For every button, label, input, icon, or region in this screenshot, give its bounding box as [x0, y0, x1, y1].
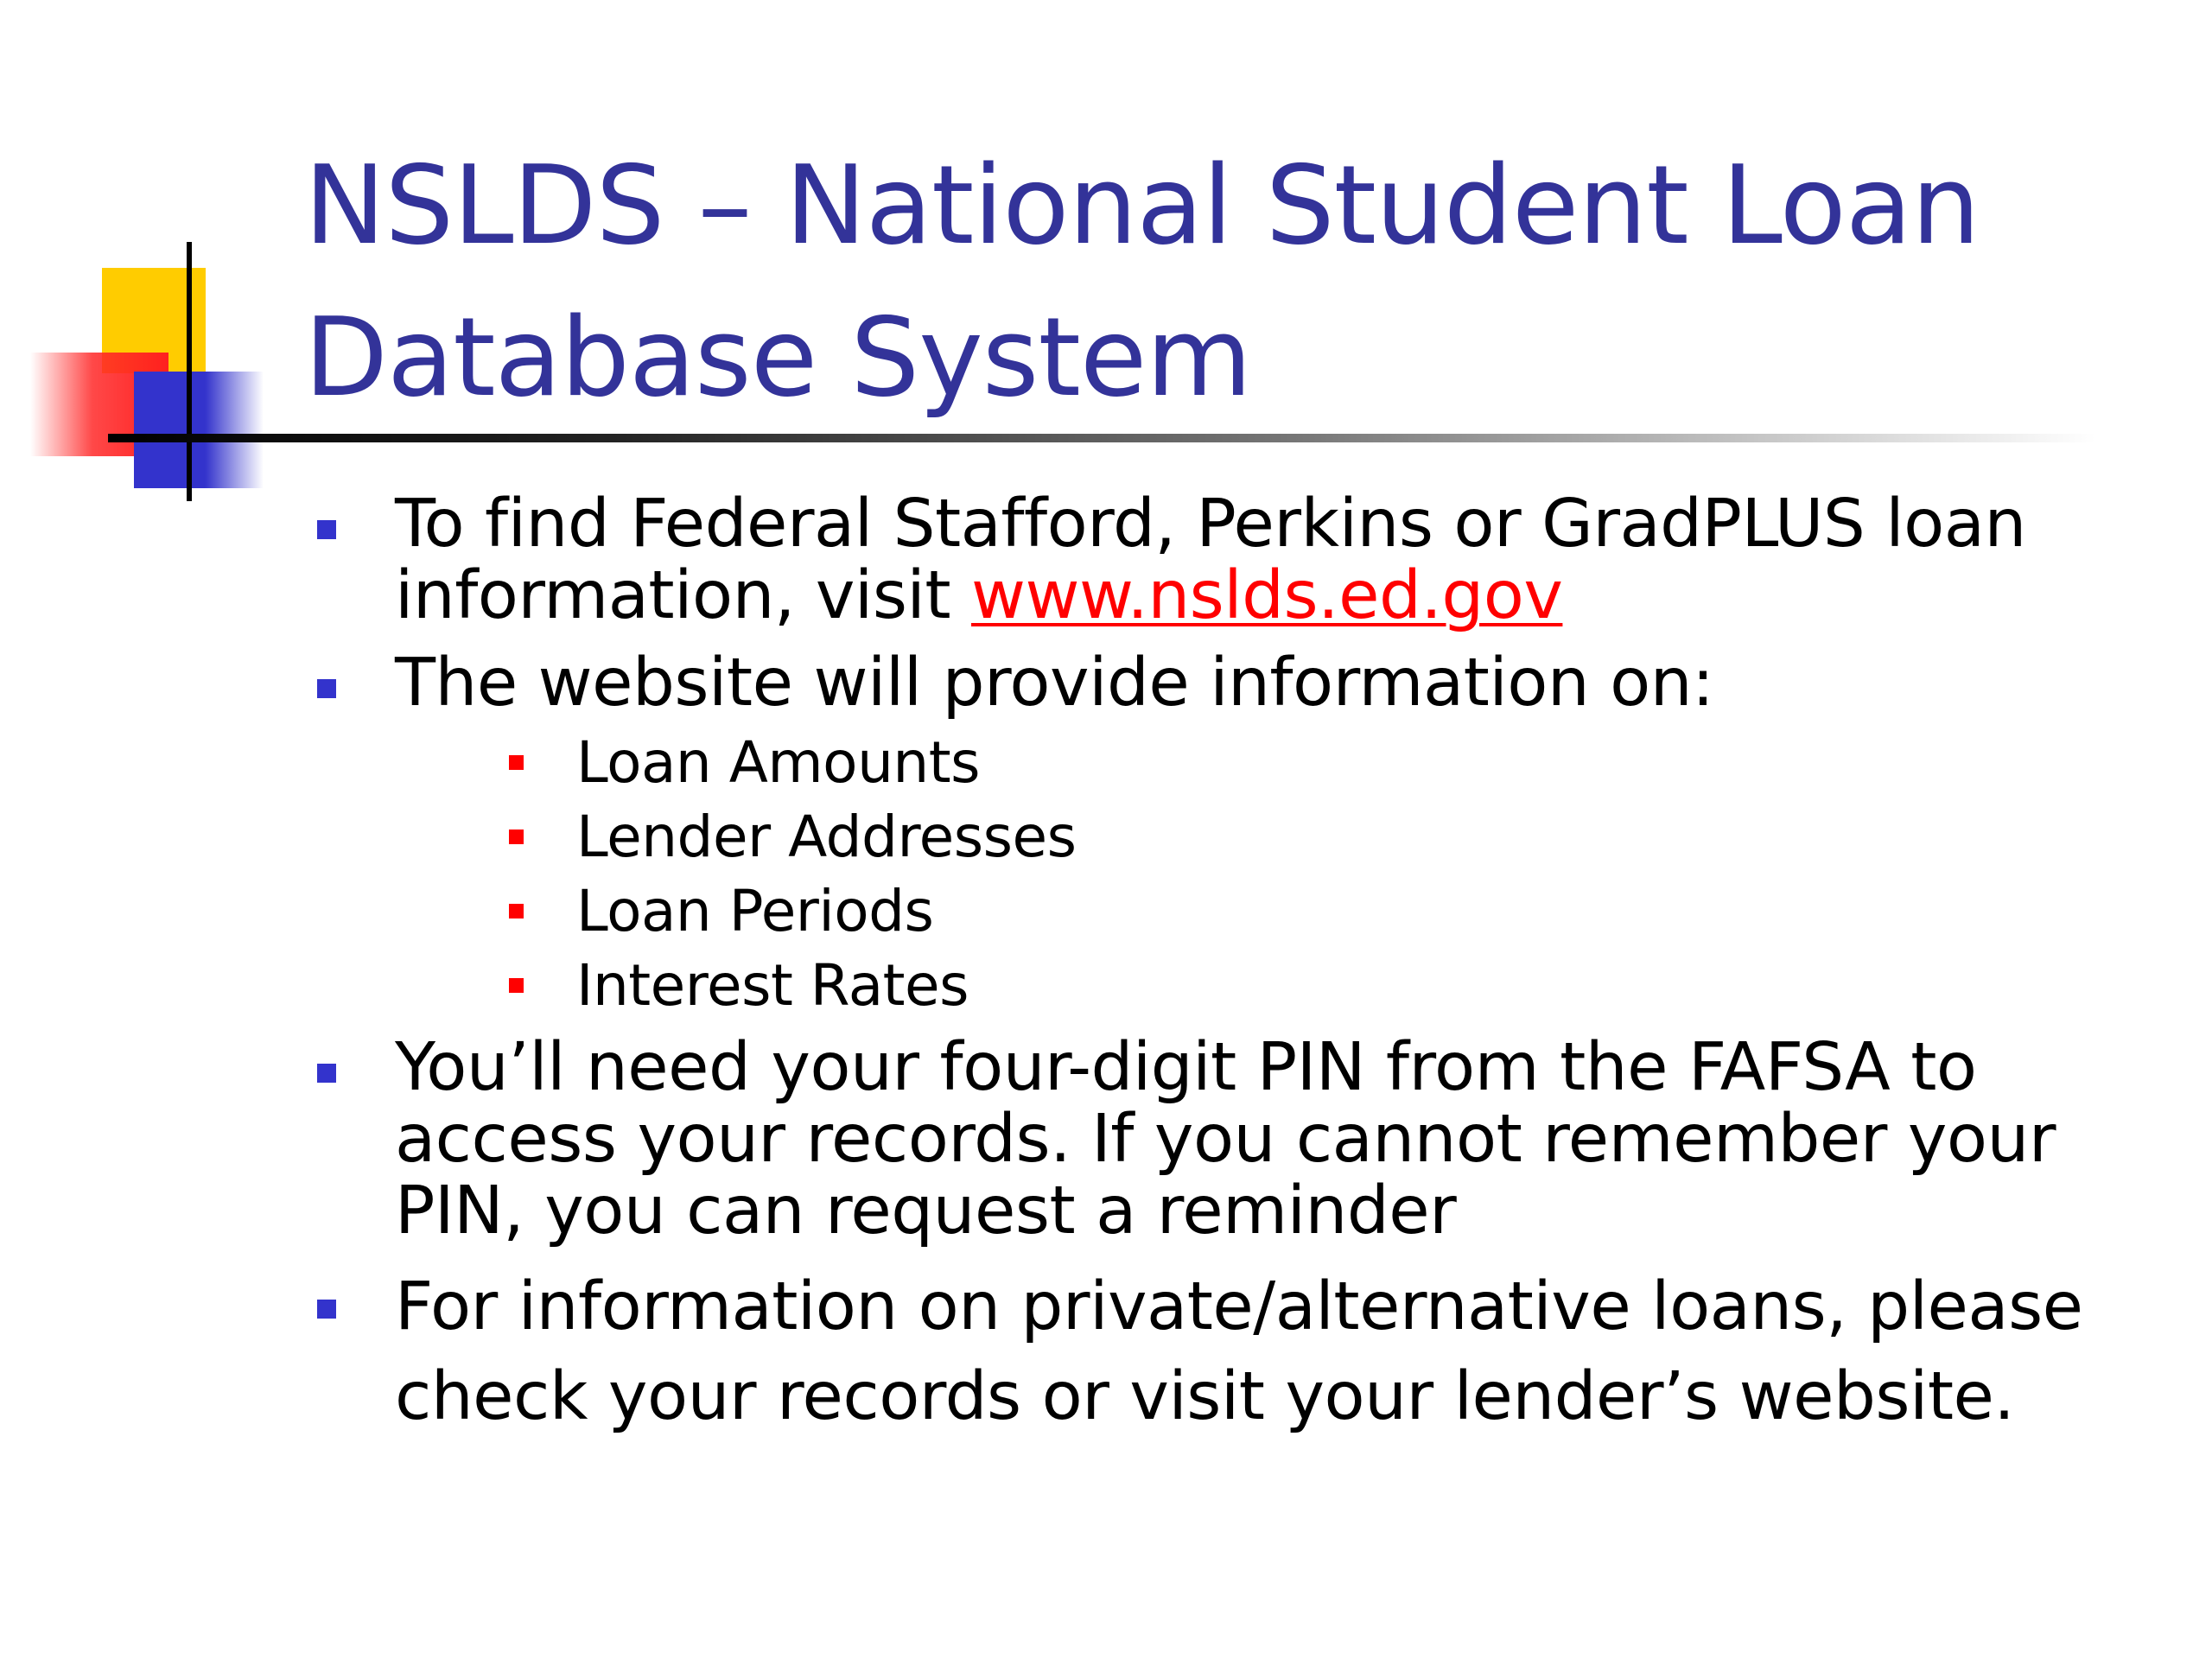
red-square-bullet-icon	[509, 978, 524, 993]
slide-title-line-1: NSLDS – National Student Loan	[304, 142, 1980, 269]
bullet-item-pin	[311, 1029, 2169, 1249]
bullet-text: You’ll need your four-digit PIN from the FAFSA to access your records. If you cannot remember your PIN, you can request a reminder	[395, 1029, 2056, 1249]
bullet-text: For information on private/alternative loans, please check your records or visit your lender’s website.	[395, 1268, 2083, 1435]
bullet-item-website-info	[311, 647, 2169, 1023]
slide-title-line-2: Database System	[304, 294, 1252, 421]
sub-bullet-item	[395, 949, 2169, 1023]
bullet-item-find-loans	[311, 488, 2169, 632]
sub-bullet-list	[395, 726, 2169, 1023]
red-square-bullet-icon	[509, 755, 524, 770]
sub-bullet-text: Loan Amounts	[576, 729, 980, 796]
bullet-text: The website will provide information on:	[395, 645, 1714, 721]
bullet-text	[395, 488, 2169, 632]
red-square-bullet-icon	[509, 830, 524, 844]
decorative-vertical-line	[187, 242, 192, 501]
bullet-text-before-link: To find Federal Stafford, Perkins or GradPLUS loan information, visit	[395, 486, 2026, 634]
red-square-bullet-icon	[509, 904, 524, 918]
sub-bullet-item	[395, 800, 2169, 874]
sub-bullet-item	[395, 874, 2169, 949]
blue-square-bullet-icon	[317, 679, 336, 698]
sub-bullet-text: Lender Addresses	[576, 804, 1077, 870]
decorative-blue-square	[134, 372, 264, 488]
sub-bullet-text: Interest Rates	[576, 952, 969, 1019]
bullet-item-private-loans	[311, 1262, 2169, 1442]
slide-title	[304, 130, 2162, 434]
sub-bullet-text: Loan Periods	[576, 878, 934, 944]
blue-square-bullet-icon	[317, 1064, 336, 1083]
blue-square-bullet-icon	[317, 520, 336, 539]
sub-bullet-item	[395, 726, 2169, 800]
nslds-website-link[interactable]: www.nslds.ed.gov	[971, 557, 1563, 634]
blue-square-bullet-icon	[317, 1300, 336, 1319]
bullet-list	[311, 488, 2169, 1442]
title-underline-rule	[108, 434, 2095, 442]
